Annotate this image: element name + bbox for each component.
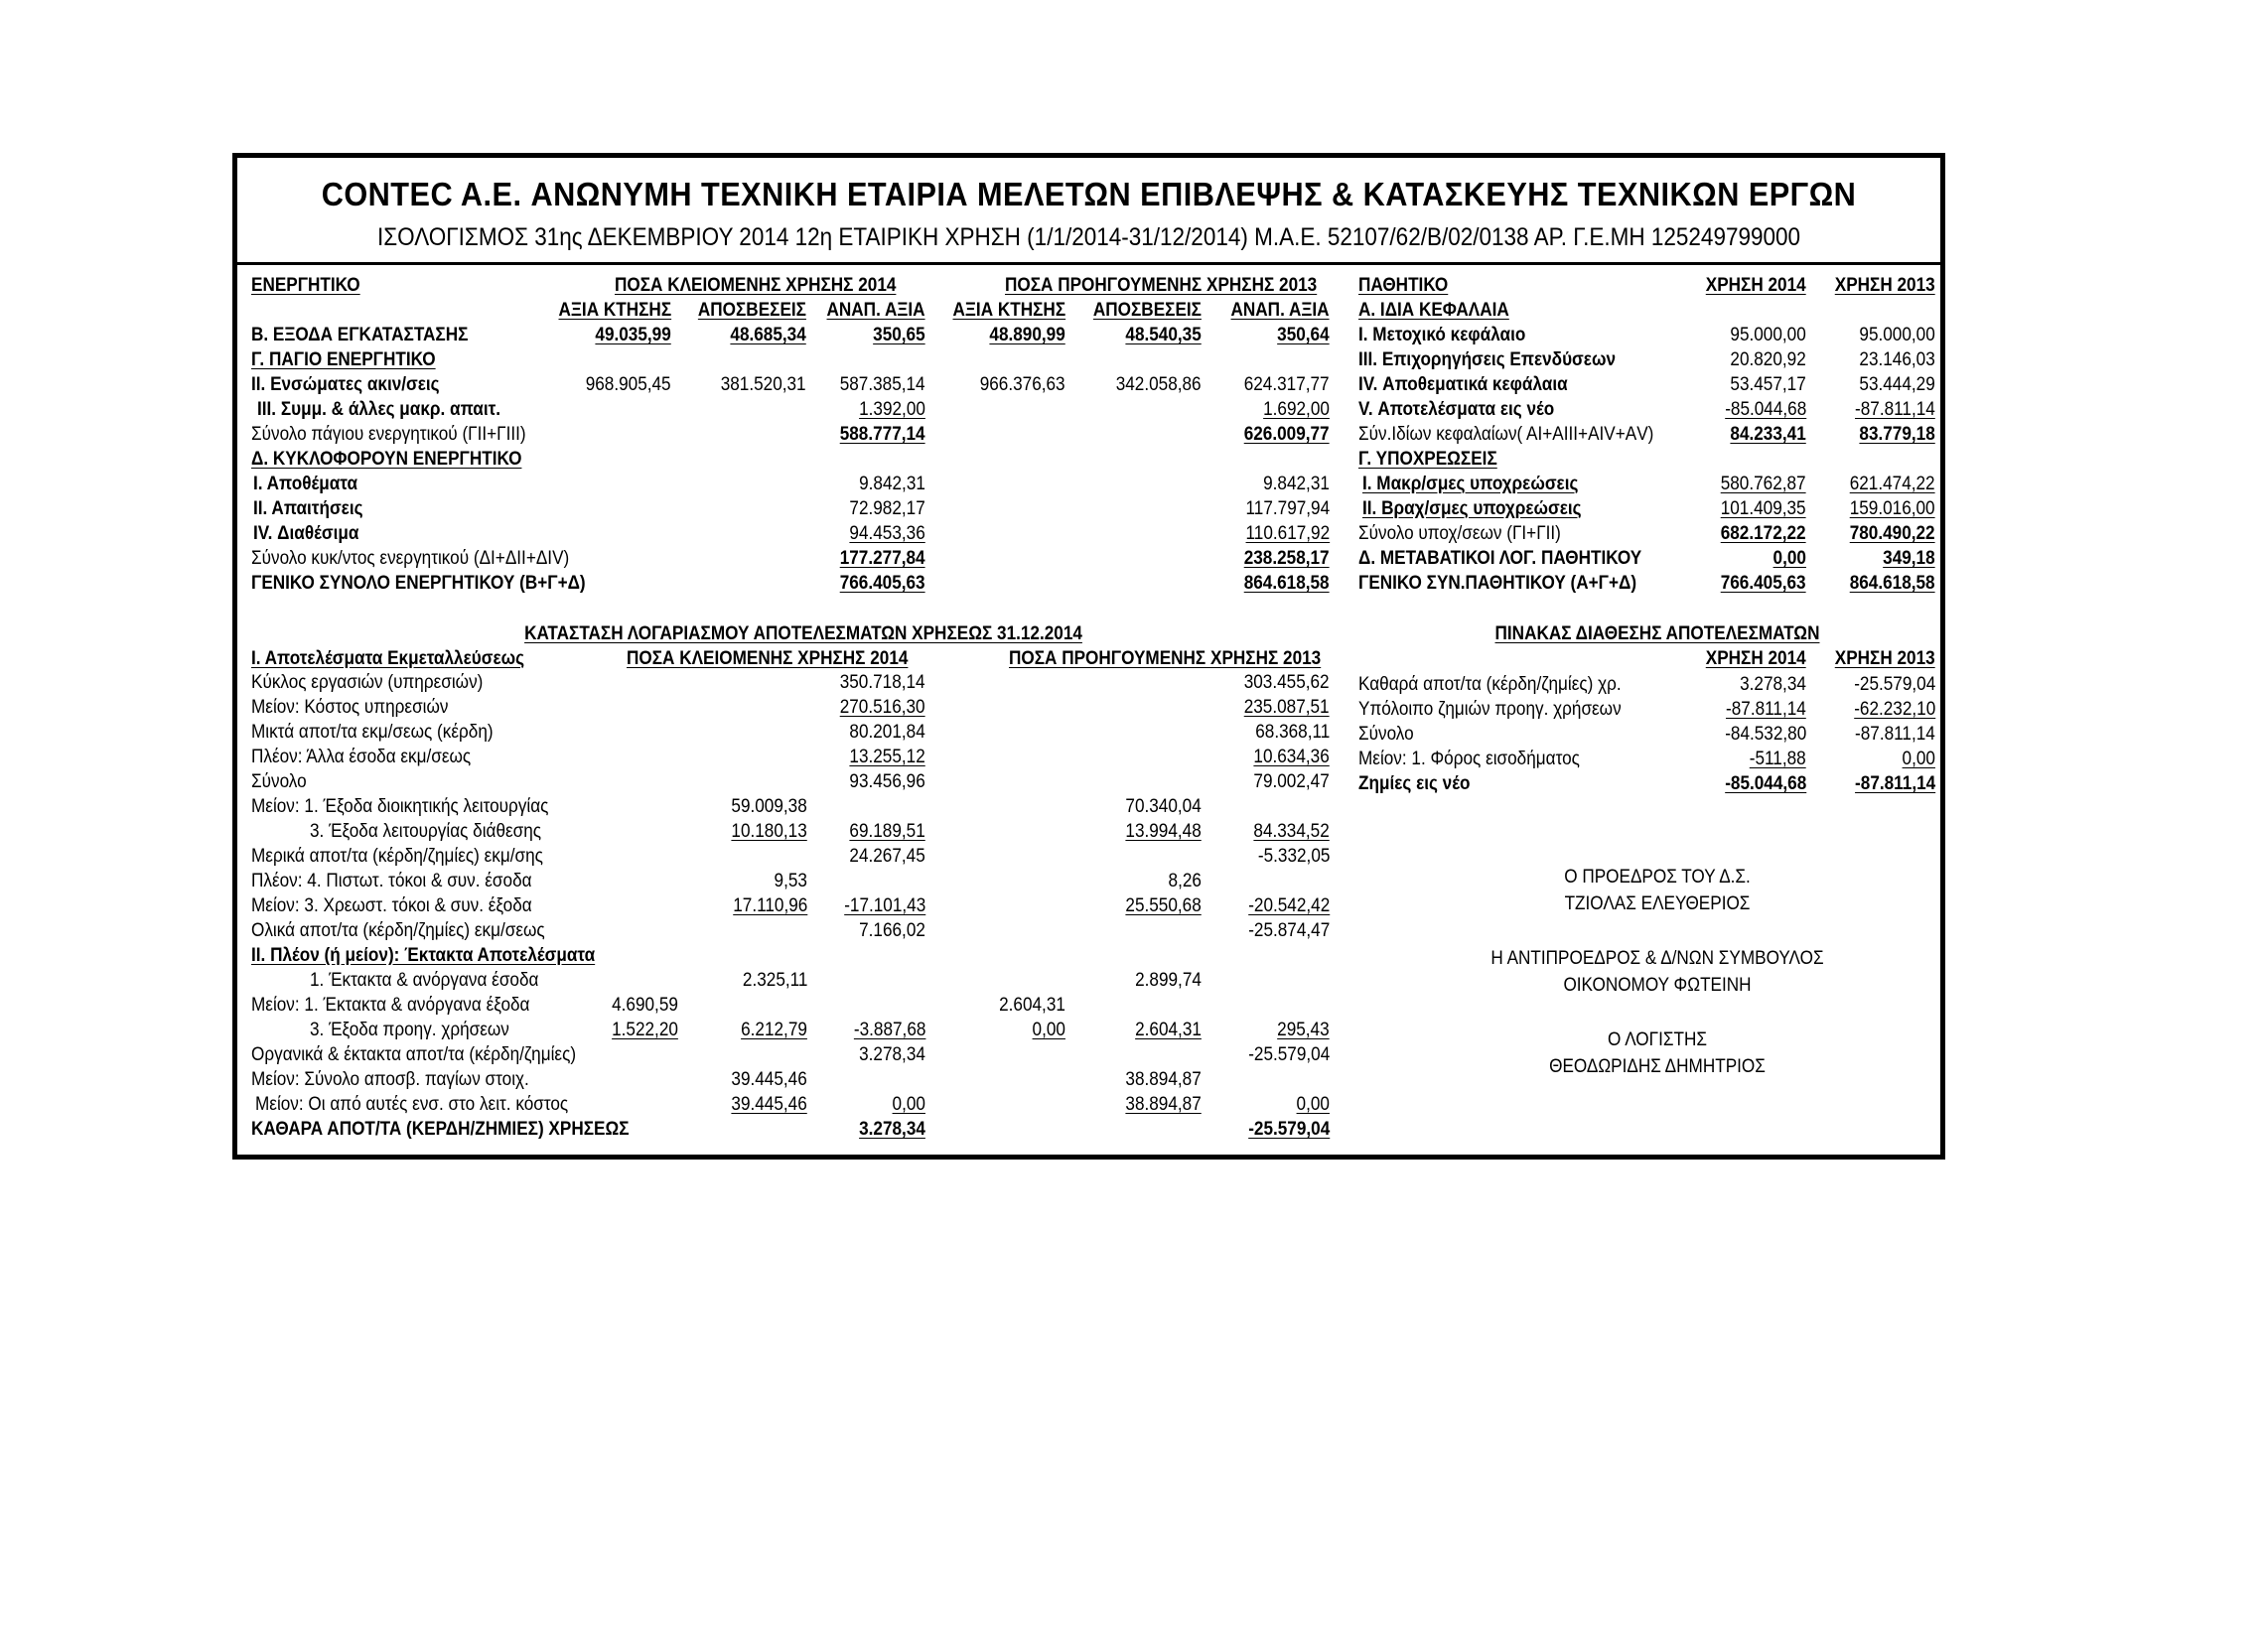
income-value: 0,00 — [1032, 1019, 1065, 1040]
assets-value: 9.842,31 — [1263, 473, 1330, 494]
signatory-name: ΤΖΙΟΛΑΣ ΕΛΕΥΘΕΡΙΟΣ — [1564, 892, 1751, 914]
liabilities-value-2014: 682.172,22 — [1721, 522, 1806, 544]
income-value: 70.340,04 — [1125, 795, 1202, 817]
liabilities-value-2014: 53.457,17 — [1730, 373, 1806, 395]
assets-period-2013: ΠΟΣΑ ΠΡΟΗΓΟΥΜΕΝΗΣ ΧΡΗΣΗΣ 2013 — [1005, 274, 1318, 296]
assets-value: 350,64 — [1277, 324, 1330, 345]
assets-row-label: ΙΙΙ. Συμμ. & άλλες μακρ. απαιτ. — [257, 398, 501, 420]
income-value: 4.690,59 — [612, 994, 678, 1016]
income-value: 38.894,87 — [1125, 1068, 1202, 1090]
assets-row-label: ΙΙ. Απαιτήσεις — [253, 497, 363, 519]
income-value: 24.267,45 — [849, 845, 925, 867]
income-value: 1.522,20 — [612, 1019, 678, 1040]
income-value: 68.368,11 — [1254, 721, 1330, 743]
income-row-label: Μείον: 3. Χρεωστ. τόκοι & συν. έξοδα — [251, 894, 532, 916]
income-row-label: Κύκλος εργασιών (υπηρεσιών) — [251, 671, 484, 693]
distribution-column-2014: ΧΡΗΣΗ 2014 — [1706, 647, 1806, 669]
signatory-role: Η ΑΝΤΙΠΡΟΕΔΡΟΣ & Δ/ΝΩΝ ΣΥΜΒΟΥΛΟΣ — [1490, 947, 1824, 969]
assets-row-label: Ι. Αποθέματα — [253, 473, 358, 494]
header-divider — [237, 262, 1940, 265]
liabilities-column-2014: ΧΡΗΣΗ 2014 — [1706, 274, 1806, 296]
income-value: -25.579,04 — [1247, 1118, 1330, 1140]
assets-column-header: ΑΞΙΑ ΚΤΗΣΗΣ — [952, 299, 1065, 321]
assets-value: 9.842,31 — [859, 473, 925, 494]
distribution-value-2013: -87.811,14 — [1855, 723, 1935, 745]
income-row-label: Μικτά αποτ/τα εκμ/σεως (κέρδη) — [251, 721, 494, 743]
distribution-row-label: Καθαρά αποτ/τα (κέρδη/ζημίες) χρ. — [1358, 673, 1622, 695]
distribution-value-2013: -62.232,10 — [1853, 698, 1935, 720]
income-value: -25.874,47 — [1247, 919, 1330, 941]
distribution-value-2014: -85.044,68 — [1724, 772, 1806, 794]
distribution-value-2014: -511,88 — [1750, 748, 1806, 769]
assets-heading: ΕΝΕΡΓΗΤΙΚΟ — [251, 274, 360, 296]
income-period-2013: ΠΟΣΑ ΠΡΟΗΓΟΥΜΕΝΗΣ ΧΡΗΣΗΣ 2013 — [1009, 647, 1322, 669]
assets-value: 48.685,34 — [730, 324, 806, 345]
liabilities-row-label: V. Αποτελέσματα εις νέο — [1358, 398, 1555, 420]
assets-value: 94.453,36 — [849, 522, 925, 544]
income-row-label: Πλέον: Άλλα έσοδα εκμ/σεως — [251, 746, 472, 767]
income-row-label: Ολικά αποτ/τα (κέρδη/ζημίες) εκμ/σεως — [251, 919, 545, 941]
income-value: 13.994,48 — [1125, 820, 1202, 842]
income-value: 93.456,96 — [849, 770, 925, 792]
income-value: 8,26 — [1168, 870, 1202, 891]
liabilities-heading: ΠΑΘΗΤΙΚΟ — [1358, 274, 1449, 296]
income-value: 38.894,87 — [1125, 1093, 1202, 1115]
assets-row-label: ΙV. Διαθέσιμα — [253, 522, 359, 544]
liabilities-value-2014: 766.405,63 — [1721, 572, 1806, 594]
income-section-1: Ι. Αποτελέσματα Εκμεταλλεύσεως — [251, 647, 525, 669]
income-row-label: ΚΑΘΑΡΑ ΑΠΟΤ/ΤΑ (ΚΕΡΔΗ/ΖΗΜΙΕΣ) ΧΡΗΣΕΩΣ — [251, 1118, 630, 1140]
distribution-value-2013: -25.579,04 — [1853, 673, 1935, 695]
assets-value: 238.258,17 — [1244, 547, 1330, 569]
liabilities-value-2014: 20.820,92 — [1730, 348, 1806, 370]
liabilities-value-2013: 864.618,58 — [1850, 572, 1935, 594]
liabilities-row-label: Γ. ΥΠΟΧΡΕΩΣΕΙΣ — [1358, 448, 1497, 470]
liabilities-row-label: ΓΕΝΙΚΟ ΣΥΝ.ΠΑΘΗΤΙΚΟΥ (Α+Γ+Δ) — [1358, 572, 1637, 594]
liabilities-row-label: ΙΙΙ. Επιχορηγήσεις Επενδύσεων — [1358, 348, 1616, 370]
assets-value: 624.317,77 — [1244, 373, 1330, 395]
distribution-heading: ΠΙΝΑΚΑΣ ΔΙΑΘΕΣΗΣ ΑΠΟΤΕΛΕΣΜΑΤΩΝ — [1494, 622, 1820, 644]
document-subtitle: ΙΣΟΛΟΓΙΣΜΟΣ 31ης ΔΕΚΕΜΒΡΙΟΥ 2014 12η ΕΤΑΙΡΙΚΗ ΧΡΗΣΗ (1/1/2014-31/12/2014) Μ.Α.Ε. 52107/62/Β/02/0138 ΑΡ. Γ.Ε.ΜΗ 125249799000 — [376, 223, 1801, 251]
distribution-row-label: Υπόλοιπο ζημιών προηγ. χρήσεων — [1358, 698, 1622, 720]
income-value: 84.334,52 — [1253, 820, 1330, 842]
balance-sheet-document — [232, 153, 1945, 1160]
liabilities-row-label: Δ. ΜΕΤΑΒΑΤΙΚΟΙ ΛΟΓ. ΠΑΘΗΤΙΚΟΥ — [1358, 547, 1642, 569]
liabilities-value-2013: 83.779,18 — [1859, 423, 1935, 445]
assets-column-header: ΑΝΑΠ. ΑΞΙΑ — [826, 299, 925, 321]
income-row-label: Σύνολο — [251, 770, 307, 792]
distribution-value-2014: -87.811,14 — [1726, 698, 1806, 720]
assets-period-2014: ΠΟΣΑ ΚΛΕΙΟΜΕΝΗΣ ΧΡΗΣΗΣ 2014 — [615, 274, 897, 296]
signatory-role: Ο ΠΡΟΕΔΡΟΣ ΤΟΥ Δ.Σ. — [1564, 866, 1751, 888]
income-row-label: 3. Έξοδα λειτουργίας διάθεσης — [310, 820, 542, 842]
liabilities-value-2014: 84.233,41 — [1730, 423, 1806, 445]
income-value: 3.278,34 — [859, 1118, 925, 1140]
signatory-name: ΘΕΟΔΩΡΙΔΗΣ ΔΗΜΗΤΡΙΟΣ — [1549, 1055, 1766, 1077]
income-value: 7.166,02 — [859, 919, 925, 941]
assets-value: 350,65 — [873, 324, 925, 345]
liabilities-row-label: ΙΙ. Βραχ/σμες υποχρεώσεις — [1362, 497, 1582, 519]
income-row-label: Μερικά αποτ/τα (κέρδη/ζημίες) εκμ/σης — [251, 845, 543, 867]
income-value: 2.604,31 — [999, 994, 1065, 1016]
income-value: 3.278,34 — [859, 1043, 925, 1065]
income-value: 25.550,68 — [1125, 894, 1202, 916]
income-value: 270.516,30 — [840, 696, 925, 718]
assets-column-header: ΑΠΟΣΒΕΣΕΙΣ — [697, 299, 806, 321]
income-value: 6.212,79 — [741, 1019, 807, 1040]
income-value: 9,53 — [774, 870, 807, 891]
liabilities-row-label: ΙV. Αποθεματικά κεφάλαια — [1358, 373, 1568, 395]
income-value: 2.604,31 — [1135, 1019, 1202, 1040]
income-value: 235.087,51 — [1244, 696, 1330, 718]
assets-value: 968.905,45 — [586, 373, 671, 395]
income-row-label: Μείον: 1. Έξοδα διοικητικής λειτουργίας — [251, 795, 549, 817]
liabilities-row-label: Α. ΙΔΙΑ ΚΕΦΑΛΑΙΑ — [1358, 299, 1509, 321]
income-value: -17.101,43 — [843, 894, 925, 916]
assets-value: 177.277,84 — [840, 547, 925, 569]
assets-value: 72.982,17 — [849, 497, 925, 519]
assets-value: 1.392,00 — [859, 398, 925, 420]
company-title: CONTEC A.E. ΑΝΩΝΥΜΗ ΤΕΧΝΙΚΗ ΕΤΑΙΡΙΑ ΜΕΛΕΤΩΝ ΕΠΙΒΛΕΨΗΣ & ΚΑΤΑΣΚΕΥΗΣ ΤΕΧΝΙΚΩΝ ΕΡΓΩΝ — [321, 176, 1857, 212]
assets-row-label: ΓΕΝΙΚΟ ΣΥΝΟΛΟ ΕΝΕΡΓΗΤΙΚΟΥ (Β+Γ+Δ) — [251, 572, 586, 594]
income-value: 10.634,36 — [1253, 746, 1330, 767]
distribution-value-2014: 3.278,34 — [1740, 673, 1806, 695]
liabilities-row-label: Σύν.Ιδίων κεφαλαίων( ΑΙ+ΑΙΙΙ+ΑΙV+ΑV) — [1358, 423, 1654, 445]
signatory-role: Ο ΛΟΓΙΣΤΗΣ — [1608, 1028, 1707, 1050]
assets-value: 342.058,86 — [1116, 373, 1202, 395]
liabilities-value-2014: 95.000,00 — [1730, 324, 1806, 345]
assets-value: 110.617,92 — [1245, 522, 1330, 544]
distribution-row-label: Σύνολο — [1358, 723, 1414, 745]
income-row-label: Οργανικά & έκτακτα αποτ/τα (κέρδη/ζημίες) — [251, 1043, 577, 1065]
liabilities-value-2013: 95.000,00 — [1859, 324, 1935, 345]
income-value: 350.718,14 — [840, 671, 925, 693]
assets-row-label: Γ. ΠΑΓΙΟ ΕΝΕΡΓΗΤΙΚΟ — [251, 348, 436, 370]
liabilities-value-2014: 0,00 — [1772, 547, 1806, 569]
assets-column-header: ΑΝΑΠ. ΑΞΙΑ — [1230, 299, 1330, 321]
income-value: -20.542,42 — [1247, 894, 1330, 916]
assets-row-label: Δ. ΚΥΚΛΟΦΟΡΟΥΝ ΕΝΕΡΓΗΤΙΚΟ — [251, 448, 522, 470]
distribution-value-2013: 0,00 — [1902, 748, 1935, 769]
income-value: 13.255,12 — [849, 746, 925, 767]
liabilities-row-label: Σύνολο υποχ/σεων (ΓΙ+ΓΙΙ) — [1358, 522, 1561, 544]
distribution-value-2014: -84.532,80 — [1724, 723, 1806, 745]
distribution-row-label: Μείον: 1. Φόρος εισοδήματος — [1358, 748, 1580, 769]
assets-row-label: Σύνολο κυκ/ντος ενεργητικού (ΔΙ+ΔΙΙ+ΔΙV) — [251, 547, 570, 569]
liabilities-value-2014: 580.762,87 — [1721, 473, 1806, 494]
liabilities-column-2013: ΧΡΗΣΗ 2013 — [1835, 274, 1935, 296]
liabilities-value-2013: -87.811,14 — [1855, 398, 1935, 420]
income-value: 295,43 — [1277, 1019, 1330, 1040]
liabilities-row-label: Ι. Μακρ/σμες υποχρεώσεις — [1362, 473, 1579, 494]
liabilities-value-2013: 349,18 — [1883, 547, 1935, 569]
assets-row-label: ΙΙ. Ενσώματες ακιν/σεις — [251, 373, 440, 395]
assets-value: 587.385,14 — [840, 373, 925, 395]
liabilities-row-label: Ι. Μετοχικό κεφάλαιο — [1358, 324, 1526, 345]
income-row-label: ΙΙ. Πλέον (ή μείον): Έκτακτα Αποτελέσματα — [251, 944, 596, 966]
income-value: 10.180,13 — [731, 820, 807, 842]
assets-value: 864.618,58 — [1244, 572, 1330, 594]
distribution-column-2013: ΧΡΗΣΗ 2013 — [1835, 647, 1935, 669]
assets-column-header: ΑΞΙΑ ΚΤΗΣΗΣ — [558, 299, 671, 321]
income-heading: ΚΑΤΑΣΤΑΣΗ ΛΟΓΑΡΙΑΣΜΟΥ ΑΠΟΤΕΛΕΣΜΑΤΩΝ ΧΡΗΣΕΩΣ 31.12.2014 — [524, 622, 1082, 644]
income-row-label: 3. Έξοδα προηγ. χρήσεων — [310, 1019, 509, 1040]
income-value: 17.110,96 — [732, 894, 807, 916]
income-value: 69.189,51 — [849, 820, 925, 842]
assets-column-header: ΑΠΟΣΒΕΣΕΙΣ — [1092, 299, 1202, 321]
assets-row-label: Β. ΕΞΟΔΑ ΕΓΚΑΤΑΣΤΑΣΗΣ — [251, 324, 469, 345]
liabilities-value-2013: 53.444,29 — [1859, 373, 1935, 395]
income-value: 303.455,62 — [1244, 671, 1330, 693]
liabilities-value-2013: 159.016,00 — [1850, 497, 1935, 519]
income-value: 59.009,38 — [731, 795, 807, 817]
income-value: 39.445,46 — [731, 1068, 807, 1090]
income-row-label: Μείον: Σύνολο αποσβ. παγίων στοιχ. — [251, 1068, 529, 1090]
distribution-value-2013: -87.811,14 — [1854, 772, 1935, 794]
assets-value: 381.520,31 — [721, 373, 806, 395]
assets-value: 48.890,99 — [989, 324, 1065, 345]
assets-value: 626.009,77 — [1244, 423, 1330, 445]
assets-value: 588.777,14 — [840, 423, 925, 445]
assets-value: 49.035,99 — [595, 324, 671, 345]
signatory-name: ΟΙΚΟΝΟΜΟΥ ΦΩΤΕΙΝΗ — [1563, 974, 1752, 996]
liabilities-value-2014: -85.044,68 — [1724, 398, 1806, 420]
income-value: 79.002,47 — [1253, 770, 1330, 792]
assets-value: 966.376,63 — [980, 373, 1065, 395]
income-value: -25.579,04 — [1247, 1043, 1330, 1065]
income-period-2014: ΠΟΣΑ ΚΛΕΙΟΜΕΝΗΣ ΧΡΗΣΗΣ 2014 — [627, 647, 909, 669]
income-row-label: Μείον: 1. Έκτακτα & ανόργανα έξοδα — [251, 994, 530, 1016]
income-row-label: Πλέον: 4. Πιστωτ. τόκοι & συν. έσοδα — [251, 870, 532, 891]
income-value: 39.445,46 — [731, 1093, 807, 1115]
distribution-row-label: Ζημίες εις νέο — [1358, 772, 1471, 794]
income-value: 0,00 — [892, 1093, 925, 1115]
assets-value: 48.540,35 — [1125, 324, 1202, 345]
assets-value: 117.797,94 — [1245, 497, 1330, 519]
liabilities-value-2013: 780.490,22 — [1850, 522, 1935, 544]
income-value: 2.899,74 — [1135, 969, 1202, 991]
income-row-label: Μείον: Κόστος υπηρεσιών — [251, 696, 449, 718]
liabilities-value-2013: 621.474,22 — [1850, 473, 1935, 494]
income-value: 80.201,84 — [849, 721, 925, 743]
assets-value: 1.692,00 — [1263, 398, 1330, 420]
income-value: 2.325,11 — [742, 969, 807, 991]
assets-value: 766.405,63 — [840, 572, 925, 594]
liabilities-value-2014: 101.409,35 — [1721, 497, 1806, 519]
income-value: 0,00 — [1296, 1093, 1330, 1115]
income-row-label: Μείον: Οι από αυτές ενσ. στο λειτ. κόστος — [255, 1093, 569, 1115]
income-row-label: 1. Έκτακτα & ανόργανα έσοδα — [310, 969, 539, 991]
income-value: -3.887,68 — [853, 1019, 925, 1040]
liabilities-value-2013: 23.146,03 — [1859, 348, 1935, 370]
assets-row-label: Σύνολο πάγιου ενεργητικού (ΓΙΙ+ΓΙΙΙ) — [251, 423, 526, 445]
income-value: -5.332,05 — [1257, 845, 1330, 867]
